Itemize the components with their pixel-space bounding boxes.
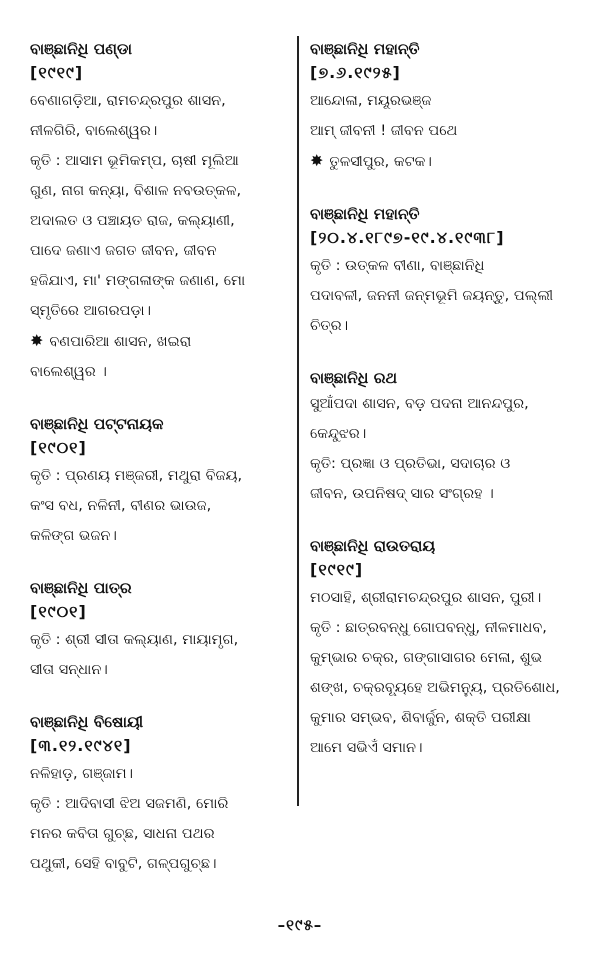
entry-text-line: କଂସ ବଧ, ନଳିନୀ, ବୀଣର ଭାଉଜ, [30, 498, 212, 514]
author-name: ବାଞ୍ଛାନିଧି ରଥ [310, 369, 398, 387]
entry-text-line: କୃତି : ଆଦିବାସୀ ଝିଅ ସଜମଣି, ମୋରି [30, 796, 229, 812]
author-entry [30, 577, 292, 685]
author-dates: [୭.୬.୧୯୨୫] [310, 63, 401, 82]
author-name: ବାଞ୍ଛାନିଧି ମହାନ୍ତି [310, 40, 420, 58]
author-name: ବାଞ୍ଛାନିଧି ମହାନ୍ତି [310, 205, 420, 223]
star-icon: ✸ [310, 151, 324, 170]
author-dates: [୧୯୦୧] [30, 438, 87, 457]
author-name: ବାଞ୍ଛାନିଧି ପଣ୍ଡା [30, 40, 133, 58]
entry-text-line: ଗୁଣ, ନାଗ କନ୍ୟା, ବିଶାଳ ନବଉତ୍କଳ, [30, 183, 242, 199]
entry-text-line: କୃତି : ଉତ୍କଳ ବୀଣା, ବାଞ୍ଛାନିଧି [310, 258, 485, 274]
entry-text-line: କୁମାର ସମ୍ଭବ, ଶିବାର୍ଜୁନ, ଶକ୍ତି ପରୀକ୍ଷା [310, 710, 531, 726]
left-column [30, 38, 292, 905]
entry-text-line: ଅଦାଲତ ଓ ପଞ୍ଚାୟତ ରାଜ, କଲ୍ୟାଣୀ, [30, 213, 235, 229]
entry-text-line: ବେଣାଗଡ଼ିଆ, ରାମଚନ୍ଦ୍ରପୁର ଶାସନ, [30, 93, 226, 109]
entry-text-line: ଆମ୍ ଜୀବନୀ ! ଜୀବନ ପଥେ [310, 123, 458, 139]
entry-text-line: ଜୀବନ, ଉପନିଷଦ୍ ସାର ସଂଗ୍ରହ । [310, 486, 494, 502]
entry-text-line: ପଥୁକୀ, ସେହି ବାବୁଟି, ଗଳ୍ପଗୁଚ୍ଛ। [30, 856, 217, 872]
author-dates: [୧୯୧୯] [30, 63, 84, 82]
entry-text-line: ନୀଳଗିରି, ବାଲେଶ୍ୱର। [30, 123, 158, 139]
author-name: ବାଞ୍ଛାନିଧି ପାତ୍ର [30, 579, 132, 597]
entry-text-line: କଳିଙ୍ଗ ଭଜନ। [30, 528, 117, 544]
author-entry [30, 711, 292, 879]
entry-text-line: ଆନ୍ଦୋଳା, ମୟୂରଭଞ୍ଜ [310, 93, 432, 109]
address-line [30, 357, 292, 387]
entry-text-line: କୃତି : ଶ୍ରୀ ସୀତା କଲ୍ୟାଣ, ମାୟାମୃଗ, [30, 632, 239, 648]
author-name: ବାଞ୍ଛାନିଧି ରାଉତରାୟ [310, 537, 436, 555]
entry-text-line: ସୁଆଁପଦା ଶାସନ, ବଡ଼ ପଦନା ଆନନ୍ଦପୁର, [310, 396, 529, 412]
entry-text-line: କୁମ୍ଭାର ଚକ୍ର, ଗଙ୍ଗାସାଗର ମେଳା, ଶୁଭ [310, 650, 543, 666]
right-column [310, 38, 572, 789]
entry-text-line: ହଜିଯାଏ, ମା' ମଙ୍ଗଳାଙ୍କ ଜଣାଣ, ମୋ [30, 273, 246, 289]
entry-text-line: ସୀତା ସନ୍ଧାନ। [30, 662, 108, 678]
column-divider [297, 36, 299, 806]
entry-text-line: ପାଦେ ଜଣାଏ ଜଗତ ଜୀବନ, ଜୀବନ [30, 243, 217, 259]
author-dates: [୨୦.୪.୧୮୯୭-୧୯.୪.୧୯୩୮] [310, 228, 505, 247]
entry-text-line: ଶଙ୍ଖ, ଚକ୍ରବ୍ୟୂହେ ଅଭିମନ୍ୟୁ, ପ୍ରତିଶୋଧ, [310, 680, 560, 696]
entry-text-line: ନଳିହାଡ଼, ଗଞ୍ଜାମ। [30, 766, 134, 782]
entry-text-line: କୃତି : ଛାତ୍ରବନ୍ଧୁ ଗୋପବନ୍ଧୁ, ନୀଳମାଧବ, [310, 620, 547, 636]
author-entry [30, 413, 292, 551]
author-entry [30, 38, 292, 387]
entry-text-line: କୃତି : ପ୍ରଣୟ ମଞ୍ଜରୀ, ମଥୁରା ବିଜୟ, [30, 468, 243, 484]
author-dates: [୧୯୦୧] [30, 602, 87, 621]
address-line [310, 146, 572, 177]
author-name: ବାଞ୍ଛାନିଧି ବିଷୋୟୀ [30, 713, 144, 731]
author-dates: [୩.୧୨.୧୯୪୧] [30, 736, 132, 755]
address-line [30, 326, 292, 357]
address-text: ବଣପାରିଆ ଶାସନ, ଖଇରା [49, 334, 192, 350]
author-entry [310, 367, 572, 509]
entry-text-line: କେନ୍ଦୁଝର। [310, 426, 367, 442]
author-name: ବାଞ୍ଛାନିଧି ପଟ୍ଟନାୟକ [30, 415, 164, 433]
author-entry [310, 38, 572, 177]
page-number: –୧୯୫– [277, 916, 323, 934]
entry-text-line: ଚିତ୍ର। [310, 318, 349, 334]
entry-text-line: ମନର କବିତା ଗୁଚ୍ଛ, ସାଧନା ପଥର [30, 826, 215, 842]
author-entry [310, 535, 572, 763]
author-entry [310, 203, 572, 341]
entry-text-line: ପଦାବଳୀ, ଜନନୀ ଜନ୍ମଭୂମି ଜୟନ୍ତୁ, ପଲ୍ଲୀ [310, 288, 554, 304]
author-dates: [୧୯୧୯] [310, 560, 364, 579]
address-text: ତୁଳସୀପୁର, କଟକ। [329, 154, 432, 170]
entry-text-line: କୃତି : ଆସାମ ଭୂମିକମ୍ପ, ଚାଷୀ ମୂଲିଆ [30, 153, 239, 169]
entry-text-line: ସ୍ମୃତିରେ ଆଗରପଡ଼ା। [30, 303, 152, 319]
entry-text-line: ମଠସାହି, ଶ୍ରୀରାମଚନ୍ଦ୍ରପୁର ଶାସନ, ପୁରୀ। [310, 590, 542, 606]
entry-text-line: ଆମେ ସଭିଏଁ ସମାନ। [310, 740, 423, 756]
star-icon: ✸ [30, 331, 44, 350]
entry-text-line: କୃତି: ପ୍ରଜ୍ଞା ଓ ପ୍ରତିଭା, ସଦାଚାର ଓ [310, 456, 511, 472]
address-text: ବାଲେଶ୍ୱର । [30, 364, 107, 380]
